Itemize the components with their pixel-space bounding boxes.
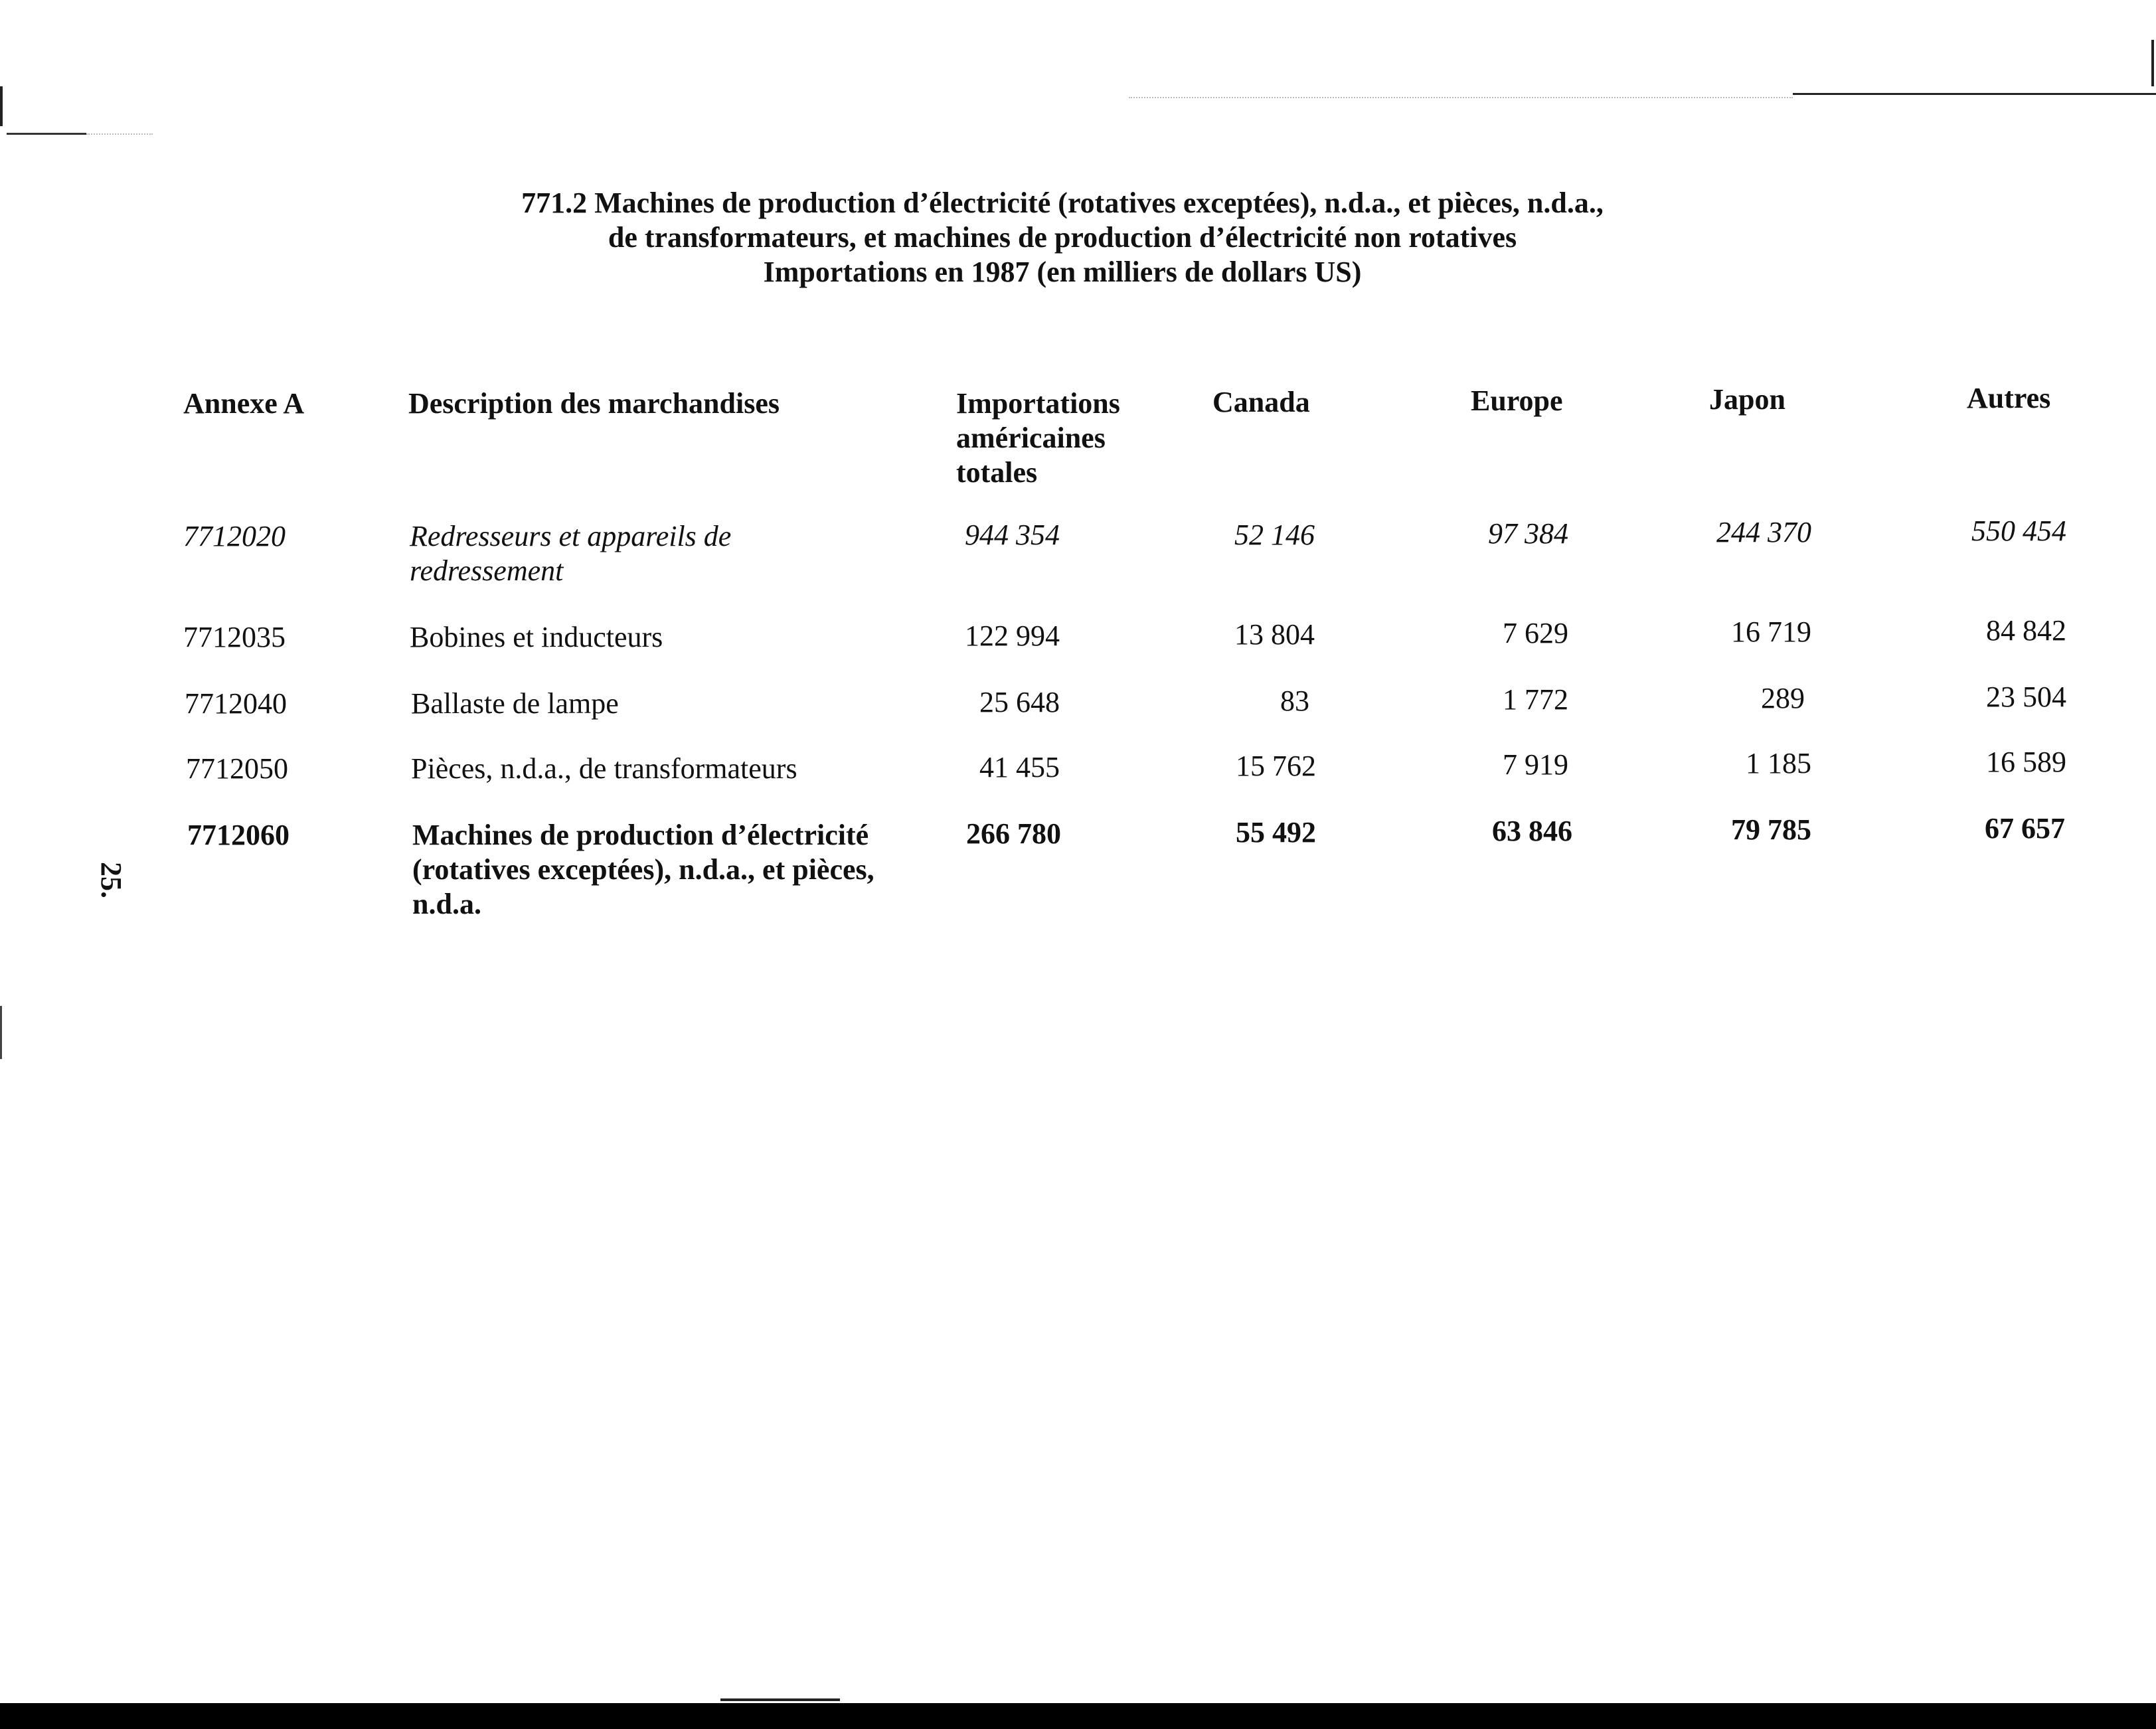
cell-autres: 84 842 [1986, 614, 2066, 647]
cell-autres: 550 454 [1971, 515, 2066, 547]
cell-code: 7712020 [183, 520, 286, 552]
cell-description [410, 519, 731, 588]
header-europe: Europe [1471, 384, 1563, 417]
scan-artifact [0, 1703, 2156, 1729]
cell-canada: 13 804 [1234, 618, 1315, 651]
header-annexe: Annexe A [183, 387, 305, 420]
scan-artifact [7, 133, 86, 135]
cell-europe: 1 772 [1503, 683, 1568, 716]
cell-code: 7712060 [187, 819, 290, 851]
title-line: Importations en 1987 (en milliers de dollars US) [763, 256, 1362, 288]
cell-description: Pièces, n.d.a., de transformateurs [411, 752, 797, 785]
cell-total: 944 354 [965, 519, 1060, 551]
description-line: (rotatives exceptées), n.d.a., et pièces, [412, 853, 874, 886]
header-autres: Autres [1967, 382, 2051, 414]
cell-autres: 16 589 [1986, 746, 2066, 778]
cell-japon: 1 185 [1746, 747, 1811, 780]
document-title [398, 186, 1726, 289]
cell-description: Bobines et inducteurs [410, 621, 663, 653]
cell-europe: 7 919 [1503, 748, 1568, 781]
cell-description [412, 818, 874, 922]
cell-canada: 52 146 [1234, 519, 1315, 551]
header-description: Description des marchandises [408, 387, 780, 420]
cell-japon: 244 370 [1716, 516, 1811, 548]
description-line: Redresseurs et appareils de [410, 520, 732, 552]
cell-canada: 15 762 [1236, 750, 1316, 782]
title-line: de transformateurs, et machines de production d’électricité non rotatives [608, 221, 1517, 254]
description-line: n.d.a. [412, 888, 481, 920]
header-canada: Canada [1212, 386, 1310, 418]
header-japon: Japon [1709, 383, 1785, 416]
header-total-line: Importations [956, 387, 1120, 420]
description-line: redressement [410, 554, 564, 587]
scan-artifact [86, 133, 153, 135]
description-line: Machines de production d’électricité [412, 819, 869, 851]
cell-autres: 23 504 [1986, 681, 2066, 713]
scan-artifact [720, 1698, 840, 1701]
cell-canada: 83 [1280, 685, 1309, 717]
cell-europe: 97 384 [1488, 517, 1568, 550]
scan-artifact [1793, 93, 2156, 95]
header-total-line: totales [956, 456, 1038, 489]
cell-japon: 16 719 [1731, 616, 1811, 648]
cell-description: Ballaste de lampe [411, 687, 619, 720]
cell-europe: 7 629 [1503, 617, 1568, 649]
cell-code: 7712040 [185, 687, 287, 720]
cell-europe: 63 846 [1492, 815, 1572, 847]
cell-code: 7712050 [186, 752, 288, 785]
header-total [956, 386, 1120, 490]
scan-artifact [0, 1006, 2, 1059]
scan-artifact [0, 86, 3, 126]
page-number: 25. [95, 862, 127, 898]
title-line: 771.2 Machines de production d’électricité (rotatives exceptées), n.d.a., et pièces, n.d.a., [521, 187, 1604, 219]
cell-japon: 289 [1761, 682, 1805, 714]
cell-total: 41 455 [979, 751, 1060, 783]
cell-japon: 79 785 [1731, 813, 1811, 846]
cell-total: 266 780 [966, 817, 1061, 850]
cell-canada: 55 492 [1236, 816, 1316, 849]
cell-total: 25 648 [979, 686, 1060, 718]
scan-artifact [1129, 97, 1793, 99]
header-total-line: américaines [956, 422, 1106, 454]
cell-autres: 67 657 [1985, 812, 2065, 845]
cell-total: 122 994 [965, 619, 1060, 652]
cell-code: 7712035 [183, 621, 286, 653]
scan-artifact [2151, 40, 2154, 86]
